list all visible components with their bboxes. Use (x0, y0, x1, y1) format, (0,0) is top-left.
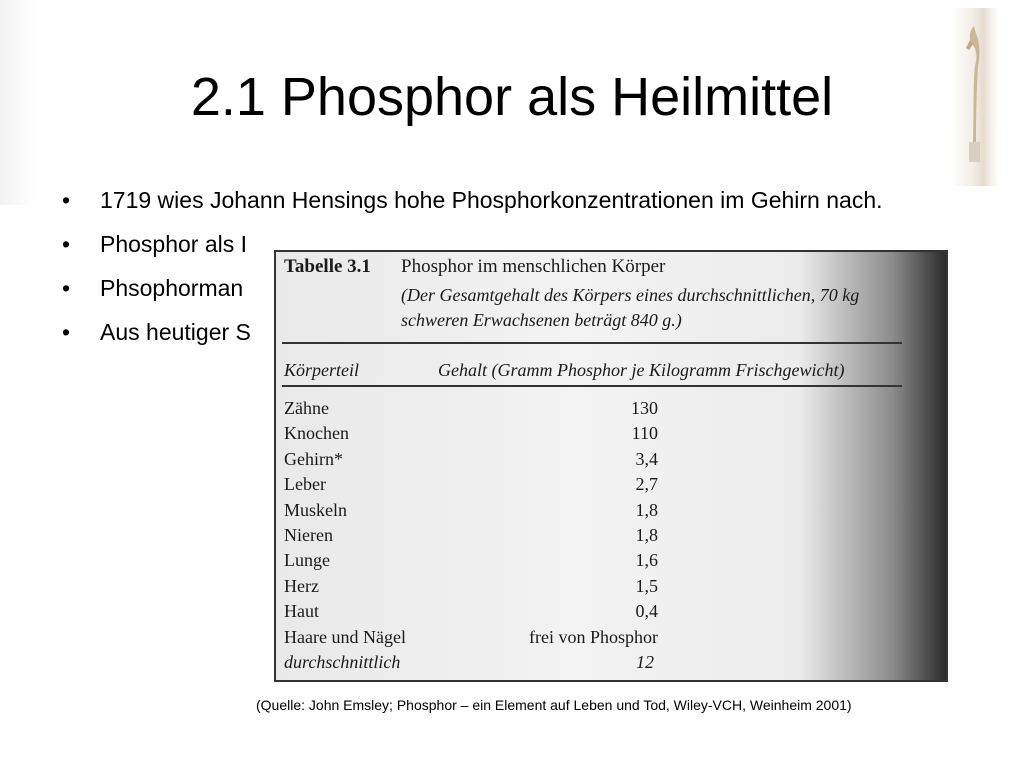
table-label: Tabelle 3.1 (284, 256, 371, 277)
bullet-marker: • (62, 187, 71, 213)
cell-value: 1,6 (635, 550, 658, 571)
column-header-content: Gehalt (Gramm Phosphor je Kilogramm Frischgewicht) (438, 360, 845, 380)
table-row (284, 625, 744, 650)
cell-part: Knochen (284, 423, 349, 444)
cell-part: Herz (284, 575, 319, 596)
table-subtitle: (Der Gesamtgehalt des Körpers eines durchschnittlichen, 70 kg schweren Erwachsenen beträgt 840 g.) (401, 285, 860, 330)
table-row (284, 548, 744, 573)
bullet-marker: • (62, 275, 71, 301)
bullet-marker: • (62, 231, 71, 257)
source-citation: (Quelle: John Emsley; Phosphor – ein Element auf Leben und Tod, Wiley-VCH, Weinheim 2001) (256, 697, 852, 713)
cell-part: Muskeln (284, 499, 347, 520)
bullet-text: 1719 wies Johann Hensings hohe Phosphorkonzentrationen im Gehirn nach. (100, 187, 883, 213)
bullet-text: Aus heutiger S (100, 319, 251, 345)
table-row (284, 472, 744, 497)
column-header-part: Körperteil (284, 360, 359, 380)
bullet-marker: • (62, 319, 71, 345)
cell-part: Leber (284, 474, 326, 495)
table-row (284, 447, 744, 472)
table-row (284, 523, 744, 548)
table-body (284, 396, 744, 675)
cell-part: Nieren (284, 524, 333, 545)
table-row (284, 421, 744, 446)
cell-part: Haare und Nägel (284, 626, 406, 647)
table-title: Phosphor im menschlichen Körper (401, 256, 666, 277)
table-row-average (284, 650, 744, 675)
slide-title: 2.1 Phosphor als Heilmittel (190, 67, 834, 127)
bullet-text: Phosphor als I (100, 231, 248, 257)
bullet-item (62, 184, 942, 216)
scanned-table-image (274, 250, 948, 682)
cell-part: Gehirn* (284, 448, 343, 469)
table-rule (282, 342, 902, 344)
cell-value: 2,7 (635, 474, 658, 495)
table-row (284, 599, 744, 624)
table-row (284, 574, 744, 599)
cell-value: 3,4 (635, 448, 658, 469)
cell-part: Haut (284, 601, 319, 622)
cell-value: 130 (631, 398, 658, 418)
cell-value: 0,4 (635, 601, 658, 622)
cell-value: 110 (631, 423, 658, 444)
table-rule (282, 385, 902, 387)
cell-part: Zähne (284, 398, 329, 418)
table-row (284, 396, 744, 421)
cell-value: 1,8 (635, 524, 658, 545)
cell-value: frei von Phosphor (529, 626, 658, 647)
cell-value: 1,8 (635, 499, 658, 520)
bullet-text: Phsophorman (100, 275, 244, 301)
table-row (284, 498, 744, 523)
cell-part: durchschnittlich (284, 651, 401, 672)
cell-value: 12 (636, 651, 654, 672)
cell-value: 1,5 (635, 575, 658, 596)
cell-part: Lunge (284, 550, 330, 571)
